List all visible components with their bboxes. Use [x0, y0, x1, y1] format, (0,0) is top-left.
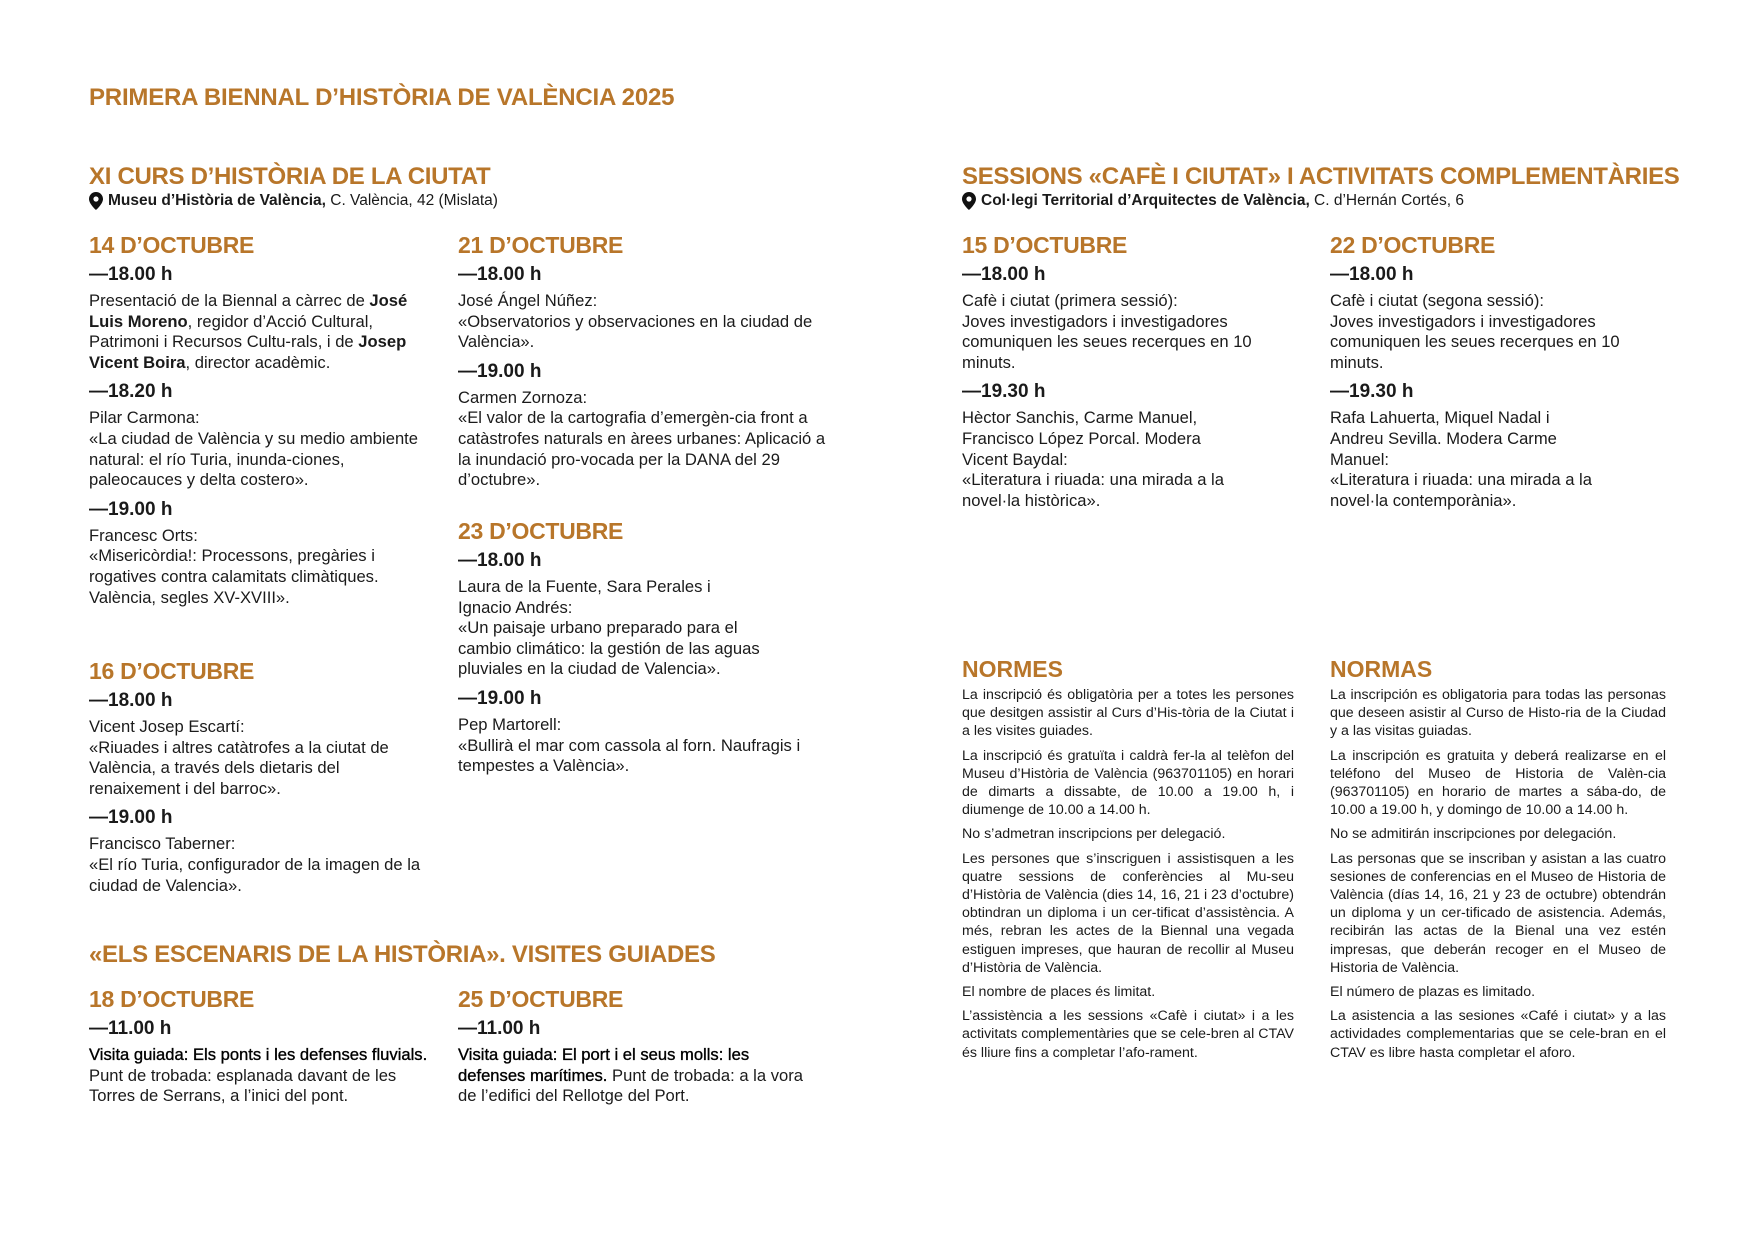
- visit-title: Visita guiada: Els ponts i les defenses fluvials.: [89, 1045, 428, 1064]
- speaker-name: Carmen Zornoza:: [458, 387, 588, 407]
- session-time: —18.00 h: [962, 264, 1046, 285]
- session-time: —18.00 h: [89, 690, 173, 711]
- session-time: —19.00 h: [458, 360, 542, 382]
- session: [89, 805, 434, 896]
- speaker-name: Francesc Orts:: [89, 525, 198, 545]
- speaker-name: José Luis Moreno: [89, 291, 408, 331]
- curs-column-a: [89, 231, 434, 616]
- text: , director acadèmic.: [185, 352, 331, 372]
- session-time: —19.00 h: [458, 687, 542, 709]
- normes-paragraph: La inscripció és gratuïta i caldrà fer-la al telèfon del Museu d’Història de València (963701105) en horari de dimarts a dissabte, de 10.00 a 19.00 h, i diumenge de 10.00 a 14.00 h.: [962, 747, 1294, 819]
- session-time: —18.20 h: [89, 381, 173, 403]
- normas-paragraph: La asistencia a las sesiones «Café i ciutat» y a las actividades complementarias que se cele-bran en el CTAV es libre hasta completar el aforo.: [1330, 1008, 1666, 1061]
- date-heading: 21 D’OCTUBRE: [458, 232, 624, 258]
- session-time: —19.00 h: [89, 498, 173, 520]
- cafe-day-15-octubre: [962, 231, 1262, 517]
- talk-title: «Literatura i riuada: una mirada a la novel·la contemporània».: [1330, 470, 1592, 510]
- curs-section-title: XI CURS D’HISTÒRIA DE LA CIUTAT: [89, 163, 491, 190]
- talk-title: «Riuades i altres catàtrofes a la ciutat de València, a través dels dietaris del renaixement i del barroc».: [89, 737, 389, 798]
- speaker-name: Vicent Josep Escartí:: [89, 717, 245, 736]
- text: , regidor d’Acció Cultural, Patrimoni i Recursos Cultu-rals, i de: [89, 311, 374, 352]
- date-heading: 15 D’OCTUBRE: [962, 232, 1128, 258]
- map-pin-icon: [962, 192, 976, 210]
- speaker-name: Pilar Carmona:: [89, 408, 200, 428]
- session: [458, 262, 828, 353]
- session: [458, 548, 803, 680]
- date-heading: 14 D’OCTUBRE: [89, 232, 255, 258]
- speaker-name: José Ángel Núñez:: [458, 291, 598, 310]
- visit-description: [89, 1045, 434, 1107]
- talk-title: «El valor de la cartografia d’emergèn-cia front a catàstrofes naturals en àrees urbanes: Aplicació a la inundació pro-vocada per la DANA del 29 d’octubre».: [458, 408, 826, 490]
- session: [89, 688, 434, 799]
- talk-title: «Bullirà el mar com cassola al forn. Naufragis i tempestes a València».: [458, 735, 801, 776]
- normas-block: [1330, 655, 1666, 1068]
- curs-column-b-2: [458, 517, 803, 785]
- speaker-name: Laura de la Fuente, Sara Perales i Ignacio Andrés:: [458, 577, 711, 617]
- normas-paragraph: La inscripción es gratuita y deberá realizarse en el teléfono del Museo de Historia de Valèn-cia (963701105) en horario de martes a sába-do, de 10.00 a 19.00 h, y domingo de 10.00 a 14.00 h.: [1330, 747, 1666, 819]
- normes-paragraph: No s’admetran inscripcions per delegació.: [962, 826, 1226, 843]
- visit-18-octubre: [89, 985, 434, 1107]
- talk-title: «La ciudad de València y su medio ambiente natural: el río Turia, inunda-ciones, paleocauces y delta costero».: [89, 428, 419, 490]
- session: [1330, 262, 1640, 373]
- session-description: Joves investigadors i investigadores comuniquen les seues recerques en 10 minuts.: [962, 311, 1252, 372]
- normes-paragraph: Les persones que s’inscriguen i assistisquen a les quatre sessions de conferències al Mu-seu d’Història de València (dies 14, 16, 21 i 23 d’octubre) obtindran un diploma i un cer-tificat d’assistència. A més, rebran les actes de la Biennal una vegada estiguen impreses, que hauran de recollir al Museu d’Història de València.: [962, 850, 1294, 976]
- visit-time: —11.00 h: [89, 1018, 172, 1039]
- cafe-location-address: C. d’Hernán Cortés, 6: [1309, 192, 1464, 209]
- session: [89, 379, 434, 490]
- session: [962, 262, 1262, 373]
- date-heading: 23 D’OCTUBRE: [458, 518, 624, 544]
- cafe-day-22-octubre: [1330, 231, 1640, 517]
- date-heading: 25 D’OCTUBRE: [458, 986, 624, 1012]
- session-time: —18.00 h: [458, 264, 542, 285]
- meeting-point: Punt de trobada: esplanada davant de les Torres de Serrans, a l’inici del pont.: [89, 1065, 397, 1106]
- session-description: Joves investigadors i investigadores comuniquen les seues recerques en 10 minuts.: [1330, 311, 1620, 372]
- normes-title: NORMES: [962, 656, 1063, 682]
- talk-title: «Observatorios y observaciones en la ciudad de València».: [458, 311, 813, 352]
- main-title: PRIMERA BIENNAL D’HISTÒRIA DE VALÈNCIA 2025: [89, 84, 675, 111]
- talk-title: «Un paisaje urbano preparado para el cambio climático: la gestión de las aguas pluviales en la ciudad de Valencia».: [458, 618, 760, 679]
- speaker-names: Hèctor Sanchis, Carme Manuel, Francisco López Porcal. Modera Vicent Baydal:: [962, 408, 1201, 469]
- text: Presentació de la Biennal a càrrec de: [89, 291, 370, 310]
- session: [89, 262, 434, 373]
- speaker-name: Francisco Taberner:: [89, 834, 236, 854]
- date-heading: 22 D’OCTUBRE: [1330, 232, 1496, 258]
- session-title: Cafè i ciutat (segona sessió):: [1330, 291, 1544, 310]
- talk-title: «Literatura i riuada: una mirada a la novel·la històrica».: [962, 470, 1224, 510]
- day-14-octubre: [89, 231, 434, 608]
- date-heading: 18 D’OCTUBRE: [89, 986, 255, 1012]
- speaker-name: Pep Martorell:: [458, 714, 562, 734]
- day-21-octubre: [458, 231, 828, 491]
- map-pin-icon: [89, 192, 103, 210]
- normas-title: NORMAS: [1330, 656, 1433, 682]
- talk-title: «Misericòrdia!: Processons, pregàries i rogatives contra calamitats climàtiques. València, segles XV-XVIII».: [89, 546, 379, 607]
- meeting-point: Punt de trobada: a la vora de l’edifici del Rellotge del Port.: [458, 1065, 803, 1106]
- session: [1330, 379, 1640, 511]
- talk-title: «El río Turia, configurador de la imagen de la ciudad de Valencia».: [89, 854, 421, 895]
- cafe-section-title: SESSIONS «CAFÈ I CIUTAT» I ACTIVITATS COMPLEMENTÀRIES: [962, 163, 1680, 190]
- date-heading: 16 D’OCTUBRE: [89, 658, 255, 684]
- day-16-octubre: [89, 657, 434, 896]
- session-description: [89, 291, 434, 373]
- session: [962, 379, 1262, 511]
- session: [458, 686, 803, 777]
- normas-paragraph: La inscripción es obligatoria para todas las personas que deseen asistir al Curso de Histo-ria de la Ciudad y a las visitas guiadas.: [1330, 687, 1666, 740]
- normes-block: [962, 655, 1294, 1068]
- normas-paragraph: El número de plazas es limitado.: [1330, 984, 1536, 1001]
- curs-location-name: Museu d’Història de València,: [108, 192, 326, 209]
- curs-location: [89, 192, 498, 210]
- visit-description: [458, 1045, 803, 1107]
- speaker-name: Josep Vicent Boira: [89, 332, 407, 372]
- session-time: —18.00 h: [458, 550, 542, 571]
- cafe-location: [962, 192, 1464, 210]
- visit-time: —11.00 h: [458, 1018, 541, 1039]
- normas-paragraph: No se admitirán inscripciones por delegación.: [1330, 826, 1617, 843]
- speaker-names: Rafa Lahuerta, Miquel Nadal i Andreu Sevilla. Modera Carme Manuel:: [1330, 408, 1557, 469]
- session-time: —19.30 h: [1330, 381, 1414, 403]
- session-time: —18.00 h: [1330, 264, 1414, 285]
- curs-location-address: C. València, 42 (Mislata): [325, 192, 498, 209]
- visit-25-octubre: [458, 985, 803, 1107]
- cafe-location-name: Col·legi Territorial d’Arquitectes de València,: [981, 192, 1310, 209]
- curs-column-a-2: [89, 657, 434, 904]
- normes-paragraph: El nombre de places és limitat.: [962, 984, 1156, 1001]
- normas-paragraph: Las personas que se inscriban y asistan a las cuatro sesiones de conferencias en el Museo de Historia de València (días 14, 16, 21 y 23 de octubre) obtendrán un diploma y un cer-tificado de asistencia. Además, recibirán las actas de la Bienal una vez estén impresas, que deberán recoger en el Museo de Historia de València.: [1330, 850, 1666, 976]
- normes-paragraph: La inscripció és obligatòria per a totes les persones que desitgen assistir al Curs d’His-tòria de la Ciutat i a les visites guiades.: [962, 687, 1294, 740]
- visit-title: Visita guiada: El port i el seus molls: les defenses marítimes.: [458, 1045, 750, 1085]
- session-time: —19.00 h: [89, 807, 173, 829]
- session-title: Cafè i ciutat (primera sessió):: [962, 291, 1178, 310]
- curs-column-b: [458, 231, 828, 499]
- day-23-octubre: [458, 517, 803, 777]
- session: [89, 497, 434, 608]
- visites-section-title: «ELS ESCENARIS DE LA HISTÒRIA». VISITES GUIADES: [89, 941, 716, 968]
- session-time: —18.00 h: [89, 264, 173, 285]
- session: [458, 359, 828, 491]
- session-time: —19.30 h: [962, 381, 1046, 403]
- normes-paragraph: L’assistència a les sessions «Cafè i ciutat» i a les activitats complementàries que se cele-bren al CTAV és lliure fins a completar l’afo-rament.: [962, 1008, 1294, 1061]
